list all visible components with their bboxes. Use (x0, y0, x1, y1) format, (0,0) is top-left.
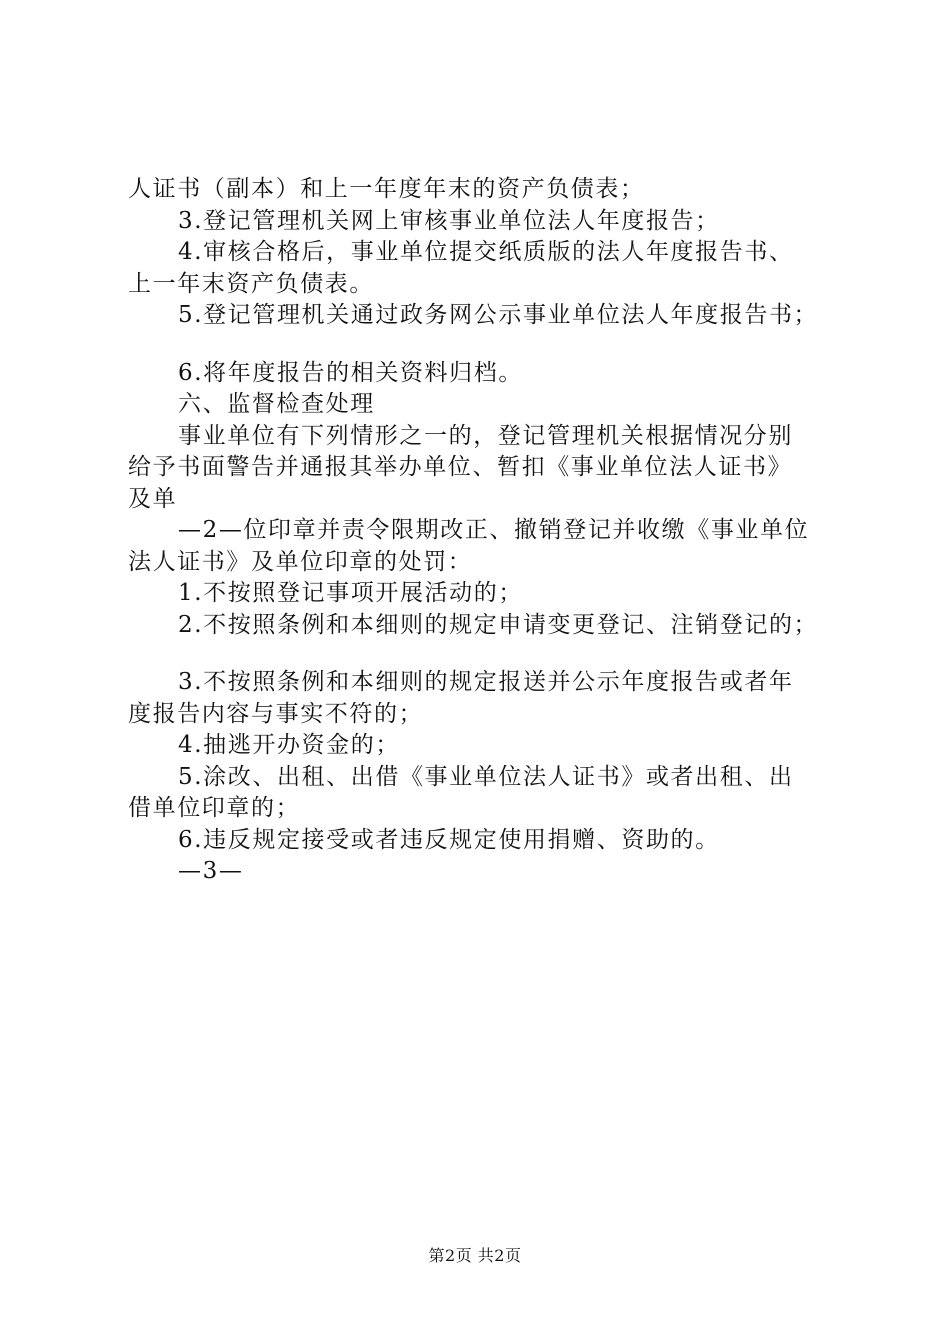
section-heading: 六、监督检查处理 (178, 391, 375, 417)
text-line: 事业单位有下列情形之一的，登记管理机关根据情况分别 (178, 422, 793, 449)
paragraph-gap (128, 641, 848, 667)
paragraph-gap (128, 332, 848, 358)
text-line: 度报告内容与事实不符的； (128, 700, 424, 727)
text-line: 人证书（副本）和上一年度年末的资产负债表； (128, 176, 645, 202)
text-line: 给予书面警告并通报其举办单位、暂扣《事业单位法人证书》 (128, 454, 793, 480)
text-line: 5.登记管理机关通过政务网公示事业单位法人年度报告书； (178, 302, 819, 328)
page-footer (0, 1243, 950, 1266)
text-line: 及单 (128, 485, 178, 512)
text-line: 4.审核合格后，事业单位提交纸质版的法人年度报告书、 (178, 239, 794, 265)
text-line: 5.涂改、出租、出借《事业单位法人证书》或者出租、出 (178, 763, 794, 790)
text-line: 法人证书》及单位印章的处罚： (128, 548, 473, 575)
text-line: 4.抽逃开办资金的； (178, 732, 400, 758)
text-line: 3.登记管理机关网上审核事业单位法人年度报告； (178, 207, 720, 234)
text-line: 2.不按照条例和本细则的规定申请变更登记、注销登记的； (178, 611, 819, 638)
inline-page-number: —3— (178, 858, 244, 884)
text-line: 6.违反规定接受或者违反规定使用捐赠、资助的。 (178, 826, 720, 853)
text-line: 6.将年度报告的相关资料归档。 (178, 359, 523, 386)
text-line: 借单位印章的； (128, 795, 301, 821)
text-line: 3.不按照条例和本细则的规定报送并公示年度报告或者年 (178, 669, 794, 695)
text-line: 1.不按照登记事项开展活动的； (178, 580, 523, 606)
page-indicator: 第2页 共2页 (428, 1246, 522, 1265)
document-body (128, 174, 848, 888)
text-line: —2—位印章并责令限期改正、撤销登记并收缴《事业单位 (178, 517, 810, 543)
text-line: 上一年末资产负债表。 (128, 270, 374, 297)
